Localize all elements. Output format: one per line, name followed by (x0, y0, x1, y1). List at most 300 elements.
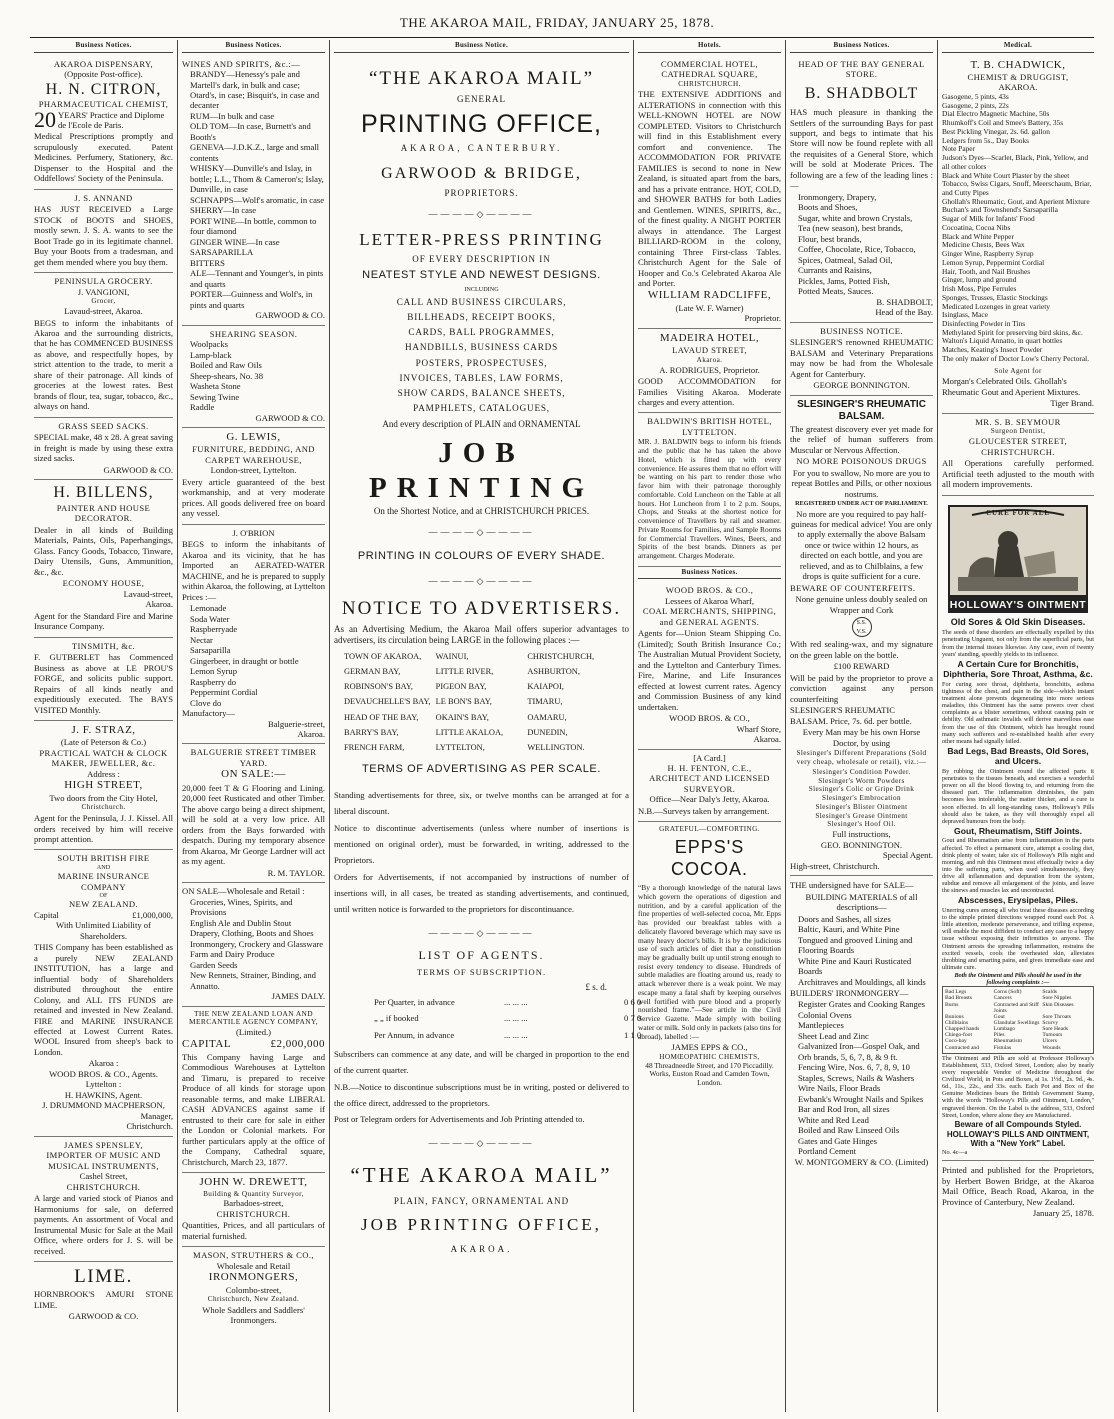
holloway-heading: Both the Ointment and Pills should be used in the following complaints :— (954, 972, 1082, 987)
ad-tinsmith (34, 638, 173, 721)
list-item: Slesinger's Hoof Oil. (827, 820, 896, 829)
ad-body: BEGS to inform the inhabitants of Akaroa and the surrounding districts, that he has COMMENCED BUSINESS as above, and respectfully hopes, by strict attention to the trade, to merit a share of their patronage. All kinds of groceries at the lowest rates. Best brands of flour, tea, sugar, tobacco, &c., always on hand. (34, 317, 173, 412)
imprint-date: January 25, 1878. (1032, 1208, 1094, 1219)
ad-signature: JAMES DALY. (271, 991, 325, 1002)
item-list (790, 768, 933, 829)
ad-title: COMMERCIAL HOTEL, (660, 58, 759, 69)
ad-street: Barbadoes-street, (223, 1198, 284, 1209)
ad-title: BUILDING MATERIALS of all descriptions— (805, 891, 918, 913)
holloway-heading: Bad Legs, Bad Breasts, Old Sores, and Ulcers. (947, 745, 1089, 767)
ad-drewett (182, 1173, 325, 1247)
holloway-beware-2: HOLLOWAY'S PILLS AND OINTMENT, (946, 1129, 1090, 1139)
ad-title: SOUTH BRITISH FIRE (57, 853, 150, 864)
ad-signature: WILLIAM RADCLIFFE, (647, 289, 772, 302)
ad-manager: J. DRUMMOND MACPHERSON, (42, 1100, 165, 1111)
list-item: Walton's Liquid Annatto, in quart bottles (942, 336, 1063, 346)
list-item: Sheep-shears, No. 38 (190, 370, 264, 381)
list-item: Sugar, white and brown Crystals, (798, 212, 913, 223)
ad-insurance (34, 850, 173, 1136)
list-item: Medicine Chests, Bees Wax (942, 240, 1025, 250)
complaint-item: Wounds (1042, 1044, 1061, 1051)
section-header: Medical. (942, 40, 1094, 53)
ad-name: J. F. STRAZ, (71, 724, 136, 737)
ad-lime (34, 1262, 173, 1326)
ad-fenton (638, 750, 781, 823)
ad-signature-role: Proprietor. (744, 313, 781, 324)
ad-role: ARCHITECT AND LICENSED SURVEYOR. (649, 773, 770, 794)
ad-city: CHRISTCHURCH. (981, 446, 1055, 457)
complaint-item: Ulcers (1042, 1038, 1057, 1045)
proprietors-label: PROPRIETORS. (444, 187, 519, 198)
ad-body: No more are you required to pay half-guineas for medical advice! You are only to apply externally the above Balsam once or twice within 12 hours, as directed on each bottle, and you are relieved, and as to Chilblains, a few drops is quite sufficient for a cure. (790, 508, 933, 582)
ad-and: AND (96, 863, 111, 871)
ad-town: LYTTELTON. (682, 426, 737, 437)
ad-street: Lavaud-street, (123, 588, 173, 599)
list-item: Dial Electro Magnetic Machine, 50s (942, 109, 1050, 119)
ad-body: THIS Company has been established as a purely NEW ZEALAND INSTITUTION, has a large and influential body of Shareholders distributed throughout the entire Colony, and ALL ITS FUNDS are retained and invested in New Zealand. FIRE and MARINE INSURANCE effected at Lowest Current Rates. WOOL Insured from sheep's back to London. (34, 942, 173, 1057)
drop-numeral: 20 (34, 106, 56, 132)
list-item: Raspberryade (190, 624, 238, 635)
ad-street: LAVAUD STREET, (672, 345, 747, 356)
list-item: SARSAPARILLA (190, 247, 254, 258)
subscription-label: Per Annum, in advance (374, 1029, 455, 1040)
masthead (0, 0, 1114, 40)
ad-title: BALGUERIE STREET TIMBER YARD. (190, 747, 317, 768)
complaint-item: Bad Legs (945, 989, 967, 996)
complaint-item: Chapped hands (945, 1026, 980, 1033)
holloway-band: HOLLOWAY'S OINTMENT (948, 597, 1088, 614)
ad-heading: BUILDERS' IRONMONGERY— (790, 988, 909, 998)
ad-agent-body: Morgan's Celebrated Oils. Ghollah's Rheumatic Gout and Aperient Mixtures. (942, 376, 1081, 397)
complaint-item: Burns (945, 1001, 959, 1008)
firm-name: GARWOOD & BRIDGE, (381, 165, 582, 183)
ad-mason (182, 1247, 325, 1331)
ad-name: H. BILLENS, (53, 484, 154, 502)
holloway-illustration (948, 505, 1088, 597)
ad-name: H. H. FENTON, C.E., (667, 763, 752, 773)
ad-signature-sub: Head of the Bay. (875, 307, 933, 318)
ad-body: Whole Saddlers and Saddlers' Ironmongers. (202, 1305, 305, 1326)
town-name: LE BON'S BAY, (435, 697, 492, 707)
ad-body: MR. J. BALDWIN begs to inform his friends and the public that he has taken the above Hotel, which is fitted up with every convenience. He assures them that no effort will be wanting on his part to render those who favor him with their patronage thoroughly comfortable. Cold Luncheon on the Table at all hours. Hot Luncheon from 1 to 2 p.m. Soups, Chops, and Steaks at the shortest notice for convenience of Travellers by rail and steamer. Private Rooms for Families, and Sample Rooms for Commercial Travellers. Wines, Beers, and Spirits of the best brands. Dinners as per arrangement. Charges Moderate. (638, 437, 781, 560)
ad-loan-agency (182, 1007, 325, 1174)
masthead-title: THE AKAROA MAIL, FRIDAY, JANUARY 25, 1878. (399, 15, 715, 30)
holloway-paragraph: By rubbing the Ointment round the affected parts it penetrates to the tissues beneath, and exercises a wonderful power on all the blood flowing to, and returning from the diseased part. The inflammation diminishes, the pain becomes less intolerable, the matter thicker, and a cure is soon effected. In all long-standing cases, Holloway's Pills should also be taken, as they will thoroughly expel all depraved humours from the body. (942, 767, 1094, 825)
ad-full: Full instructions, (832, 829, 891, 840)
complaint-item: Rheumatism (993, 1038, 1022, 1045)
list-item: OLD TOM—In case, Burnett's and Booth's (190, 121, 311, 142)
ad-title: HEAD OF THE BAY GENERAL STORE. (798, 58, 925, 80)
list-item: PAMPHLETS, CATALOGUES, (413, 403, 550, 414)
bottom-job: JOB PRINTING OFFICE, (361, 1215, 602, 1235)
list-item: Mantlepieces (798, 1020, 844, 1031)
list-item: Standing advertisements for three, six, or twelve months can be arranged at for a liberal discount. (334, 789, 629, 817)
ad-shadbolt-store (790, 56, 933, 323)
ad-title: GRASS SEED SACKS. (58, 420, 149, 431)
ad-registered: REGISTERED UNDER ACT OF PARLIAMENT. (795, 500, 928, 508)
ad-holloway (942, 496, 1094, 1162)
masthead-rule (30, 37, 1094, 38)
imprint-body: Printed and published for the Proprietors, by Herbert Bowen Bridge, at the Akaroa Mail Office, Beach Road, Akaroa, in the Province of Canterbury, New Zealand. (942, 1165, 1094, 1207)
section-header: Business Notice. (334, 40, 629, 53)
complaint-item: Tumours (1042, 1032, 1063, 1039)
ad-role: PRACTICAL WATCH & CLOCK MAKER, JEWELLER, &c. (39, 747, 168, 769)
list-item: Galvanized Iron—Gospel Oak, and Orb brands, 5, 6, 7, 8, & 9 ft. (798, 1041, 920, 1062)
ad-title-3: NEW ZEALAND. (68, 899, 139, 910)
ad-title: BALDWIN'S BRITISH HOTEL, (647, 416, 772, 427)
ad-manufactory: Manufactory— (182, 708, 235, 719)
seated-figure-illustration (950, 507, 1086, 595)
complaint-item: Skin Diseases (1042, 1001, 1074, 1008)
list-item: Lemonade (190, 603, 227, 614)
town-name: PIGEON BAY, (435, 682, 487, 692)
ad-signature-sub: (Late W. F. Warner) (675, 302, 744, 313)
section-header: Business Notices. (638, 567, 781, 580)
holloway-heading: Abscesses, Erysipelas, Piles. (958, 895, 1078, 906)
list-item: Ginger, lump and ground (942, 275, 1017, 285)
list-item: Colonial Ovens (798, 1009, 852, 1020)
ad-body: Medical Prescriptions promptly and scrupulously executed. Patent Medicines. Perfumery, Stationery, &c. Dispenser to the Hospital and the Oddfellows' Society of the Peninsula. (34, 131, 173, 184)
list-item: Currants and Raisins, (798, 265, 872, 276)
section-header: Business Notices. (34, 40, 173, 53)
list-item: Coffee, Chocolate, Rice, Tobacco, (798, 244, 916, 255)
complaint-item: Contracted and (945, 1044, 980, 1051)
column-1 (30, 40, 178, 1412)
ad-body: “By a thorough knowledge of the natural laws which govern the operations of digestion and nutrition, and by a careful application of the fine properties of well-selected cocoa, Mr. Epps has provided our breakfast tables with a delicately flavored beverage which may save us many heavy doctor's bills. It is by the judicious use of such articles of diet that a constitution may be gradually built up until strong enough to resist every tendency to disease. Hundreds of subtle maladies are floating around us, ready to attack wherever there is a weak point. We may escape many a fatal shaft by keeping ourselves well fortified with pure blood and a properly nourished frame.”—See article in the Civil Service Gazette. Made simply with boiling water or milk. Sold only in packets (also tins for abroad), labelled :— (638, 883, 781, 1041)
ad-body: SPECIAL make, 48 x 28. A great saving in freight is made by using these extra sized sacks. (34, 432, 173, 464)
ad-owner: A. RODRIGUES, Proprietor. (659, 364, 760, 375)
list-item: Black and White Court Plaster by the sheet (942, 170, 1070, 180)
leader-dots: ... ... ... (504, 1029, 528, 1040)
ornament-divider: ————◇———— (428, 1137, 535, 1148)
list-item: Boiled and Raw Linseed Oils (798, 1125, 900, 1136)
ad-role: FURNITURE, BEDDING, AND CARPET WAREHOUSE, (192, 444, 315, 465)
ad-signature: GARWOOD & CO. (68, 1311, 139, 1322)
list-item: Post or Telegram orders for Advertisements and Job Printing attended to. (334, 1114, 585, 1125)
terms-heading: TERMS OF ADVERTISING AS PER SCALE. (361, 763, 602, 776)
list-item: Slesinger's Worm Powders (818, 776, 905, 785)
ad-body: Agent for the Peninsula, J. J. Kissel. All orders received by him will receive prompt attention. (34, 813, 173, 844)
ad-epps-cocoa (638, 822, 781, 1091)
town-name: OAMARU, (527, 712, 567, 722)
complaint-item: Cancers (993, 995, 1012, 1002)
complaints-table (942, 986, 1094, 1053)
capital-value: £1,000,000, (132, 909, 173, 920)
ad-text: YEARS' Practice and Diplome de l'Ecole de Paris. (58, 109, 165, 130)
subscription-row (374, 996, 642, 1007)
ad-name: T. B. CHADWICK, (970, 58, 1066, 71)
list-item: Tea (new season), best brands, (798, 223, 903, 234)
ad-role: IRONMONGERS, (208, 1271, 299, 1284)
ad-city: CHRISTCHURCH. (216, 1208, 291, 1219)
list-item: Peppermint Cordial (190, 687, 258, 698)
holloway-paragraph: The Ointment and Pills are sold at Professor Holloway's Establishment, 533, Oxford Street, London; also by nearly every respectable Vendor of Medicine throughout the Civilized World, in Pots and Boxes, at 1s. 1½d., 2s. 9d., 4s. 6d., 11s., 22s., and 33s. each. Each Pot and Box of the Genuine Medicines bears the British Government Stamp, with the words "Holloway's Pills and Ointment, London," engraved thereon. On the Label is the address, 533, Oxford Street, London, where alone they are Manufactured. (942, 1054, 1094, 1119)
ad-name: JOHN W. DREWETT, (199, 1176, 308, 1189)
ad-body: HAS much pleasure in thanking the Settlers of the surrounding Bays for past support, and begs to intimate that his Store will now be found replete with all the requisites of a General Store, which will be sold at Moderate Prices. The following are a few of the leading lines :— (790, 107, 933, 191)
complaint-item: Chiego-foot (945, 1032, 973, 1039)
ad-role: PHARMACEUTICAL CHEMIST, (38, 99, 169, 110)
ad-body: GOOD ACCOMMODATION for Families Visiting Akaroa. Moderate charges and every attention. (638, 376, 781, 407)
complaint-item: Bad Breasts (945, 995, 972, 1002)
column-6 (938, 40, 1098, 1412)
ad-subtitle: Lessees of Akaroa Wharf, (664, 595, 755, 606)
ad-title: TINSMITH, &c. (71, 640, 136, 651)
ad-straz (34, 721, 173, 850)
ad-body: HAS JUST RECEIVED a Large STOCK of BOOTS and SHOES, mostly sewn. J. S. A. wants to see the Boot Trade go in its legitimate channel. Buy your Boots from a tradesman, and get them mended where you buy them. (34, 204, 173, 267)
ad-body: This Company having Large and Commodious Warehouses at Lyttelton and Timaru, is prepared to receive Produce of all kinds for storage upon reasonable terms, and make LIBERAL CASH ADVANCES against same if entrusted to their care for sale in either the London or Colonial markets. For further particulars apply at the office of the Company, Cathedral square, Christchurch, March 23, 1877. (182, 1051, 325, 1167)
ad-wines (182, 56, 325, 326)
location-line: AKAROA, CANTERBURY. (400, 143, 563, 154)
list-item: Gasogene, 5 pints, 43s (942, 91, 1009, 101)
ad-wood-bros (638, 582, 781, 749)
ad-signature: GARWOOD & CO. (255, 412, 325, 423)
ad-timber (182, 744, 325, 883)
column-3 (330, 40, 642, 1412)
ad-lewis (182, 428, 325, 525)
list-item: Isinglass, Mace (942, 310, 988, 320)
ad-building-materials (790, 876, 933, 1171)
ad-title: J. S. ANNAND (74, 192, 133, 203)
imprint (942, 1161, 1094, 1222)
list-item: WHISKY—Dunville's and Islay, in bottle; L.L., Thom & Cameron's; Islay, Dunville, in case (190, 163, 324, 195)
holloway-heading: Gout, Rheumatism, Stiff Joints. (954, 825, 1082, 836)
ad-title: MADEIRA HOTEL, (659, 331, 760, 344)
ad-grass-sacks (34, 418, 173, 480)
list-item: Hair, Tooth, and Nail Brushes (942, 266, 1031, 276)
list-item: The only maker of Doctor Low's Cherry Pectoral. (942, 353, 1090, 363)
list-item: Tongued and grooved Lining and Flooring Boards (798, 934, 913, 956)
list-item: Rhumkoff's Coil and Smee's Battery, 35s (942, 118, 1064, 128)
ad-grocery (34, 273, 173, 418)
list-item: Boots and Shoes, (798, 202, 858, 213)
town-name: DEVAUCHELLE'S BAY, (344, 697, 431, 707)
subscription-heading: TERMS OF SUBSCRIPTION. (416, 967, 547, 978)
list-item: POSTERS, PROSPECTUSES, (415, 357, 548, 368)
ad-liability: With Unlimited Liability of Shareholders. (56, 920, 151, 941)
list-item: Staples, Screws, Nails & Washers (798, 1072, 915, 1083)
ad-body: THE EXTENSIVE ADDITIONS and ALTERATIONS in connection with this WELL-KNOWN HOTEL are NOW COMPLETED. Visitors to Christchurch will find in this Establishment every comfort and convenience. The ACCOMMODATION FOR PRIVATE FAMILIES is second to none in New Zealand, is situated apart from the bars, and has a private entrance. HOT, COLD, and SHOWER BATHS for both Ladies and Gentlemen. WINES, SPIRITS, &c., of the finest quality. A NIGHT PORTER always in attendance. The Largest BILLIARD-ROOM in the colony, containing Three First-class Tables. Christchurch Agent for the Sale of Hooper and Co.'s Celebrated Akaroa Ale and Porter. (638, 89, 781, 288)
ad-signature: WOOD BROS. & CO., (669, 713, 750, 724)
ad-agents: WOOD BROS. & CO., Agents. (49, 1068, 158, 1079)
ad-location: Two doors from the City Hotel, (49, 792, 158, 803)
ad-title: LIME. (74, 1266, 133, 1288)
subscription-paragraphs (334, 1046, 629, 1128)
including-label: INCLUDING (464, 285, 499, 293)
list-item: Sheet Lead and Zinc (798, 1030, 869, 1041)
holloway-paragraph: For curing sore throat, diphtheria, bronchitis, asthma tightness of the chest, and pain in the side—which instant treatment alone prevents degenerating into more serious maladies, this Ointment has the same powers over chest complaints as a blister sometimes, without causing pain or debility. Old asthmatic invalids will derive marvellous ease from the use of this Ointment, which has brought round many such sufferers and re-established health after every other means had signally failed. (942, 680, 1094, 745)
ad-of: OF (99, 892, 108, 900)
list-item: White Pine and Kauri Rusticated Boards (798, 955, 912, 977)
ad-house: ECONOMY HOUSE, (62, 578, 145, 589)
subscription-row (374, 1013, 642, 1024)
ad-name: JAMES SPENSLEY, (64, 1139, 143, 1150)
town-name: BARRY'S BAY, (344, 727, 399, 737)
ad-hawkins: H. HAWKINS, Agent. (64, 1089, 143, 1100)
town-name: LITTLE AKALOA, (435, 727, 504, 737)
ad-street: Colombo-street, (225, 1284, 282, 1295)
neatest-style: NEATEST STYLE AND NEWEST DESIGNS. (362, 269, 601, 282)
advertising-paragraphs (334, 787, 629, 918)
town-name: WELLINGTON. (527, 743, 585, 753)
town-name: LITTLE RIVER, (435, 666, 494, 676)
ad-title: BUSINESS NOTICE. (820, 325, 903, 336)
town-name: FRENCH FARM, (344, 743, 405, 753)
ad-street: Balguerie-street, (267, 718, 325, 729)
leader-dots: ... ... ... (504, 996, 528, 1007)
ad-card: [A Card.] (693, 752, 726, 763)
ad-tagline: GRATEFUL—COMFORTING. (659, 825, 760, 834)
advertisers-intro: As an Advertising Medium, the Akaroa Mail offers superior advantages to advertisers, its circulation being LARGE in the following places :— (334, 623, 629, 645)
ad-agent: Agent for the Standard Fire and Marine Insurance Company. (34, 610, 173, 632)
town-name: TIMARU, (527, 697, 563, 707)
ad-signature-role: Special Agent. (882, 850, 933, 861)
item-list (942, 93, 1094, 364)
ad-signature: JAMES EPPS & CO., (671, 1042, 748, 1053)
ad-role: COAL MERCHANTS, SHIPPING, and GENERAL AGENTS. (642, 606, 777, 627)
list-item: Gingerbeer, in draught or bottle (190, 655, 299, 666)
list-item: Wire Nails, Floor Brads (798, 1083, 881, 1094)
item-list (790, 914, 933, 987)
town-name: TOWN OF AKAROA, (344, 651, 422, 661)
complaint-item: Sore Nipples (1042, 995, 1072, 1002)
complaint-item: Corns (Soft) (993, 989, 1022, 996)
holloway-heading: A Certain Cure for Bronchitis, Diphtheria, Sore Throat, Asthma, &c. (943, 658, 1093, 680)
agents-heading: LIST OF AGENTS. (418, 948, 545, 963)
list-item: Ewbank's Wrought Nails and Spikes (798, 1093, 924, 1104)
holloway-beware: Beware of all Compounds Styled. (954, 1119, 1082, 1129)
ad-role: CHEMIST & DRUGGIST, (967, 71, 1069, 82)
ad-body: The greatest discovery ever yet made for the relief of human sufferers from Muscular or Nervous Affection. (790, 423, 933, 455)
list-item: Gasogene, 2 pints, 22s (942, 100, 1009, 110)
printing-office-heading: PRINTING OFFICE, (361, 109, 602, 138)
list-item: Notice to discontinue advertisements (unless where number of insertions is mentioned on original order), must be forwarded, in writing, addressed to the Proprietors. (334, 822, 629, 866)
ad-baldwin-hotel (638, 413, 781, 566)
complaint-item: Chilblains (945, 1019, 968, 1026)
complaint-item: Contracted and Stiff Joints (993, 1001, 1039, 1014)
ad-title-2: MARINE INSURANCE COMPANY (57, 871, 150, 892)
ad-name: MASON, STRUTHERS & CO., (193, 1250, 314, 1261)
list-item: Slesinger's Colic or Gripe Drink (808, 785, 915, 794)
ad-body: Every article guaranteed of the best workmanship, and at very moderate prices. All goods delivered free on board any vessel. (182, 476, 325, 519)
item-list (790, 192, 933, 297)
list-item: CALL AND BUSINESS CIRCULARS, (396, 296, 567, 307)
ad-preparations: Slesinger's Different Preparations (Sold very cheap, wholesale or retail), viz.:— (796, 749, 927, 766)
ad-lyttelton: Lyttelton : (85, 1079, 122, 1090)
list-item: Sponges, Trusses, Elastic Stockings (942, 292, 1048, 302)
ad-heading: NO MORE POISONOUS DRUGS (796, 456, 927, 467)
ad-doctor: Every Man may be his own Horse Doctor, by using (802, 727, 921, 748)
list-item: Sarsaparilla (190, 645, 231, 656)
complaint-item: Piles (993, 1032, 1005, 1039)
ad-body: BEGS to inform the inhabitants of Akaroa and its vicinity, that he has Imported an AERATED-WATER MACHINE, and he is prepared to supply within Akaroa, the following, at Lyttelton Prices :— (182, 539, 325, 602)
ad-street: HIGH STREET, (64, 779, 143, 792)
bottom-location: AKAROA. (450, 1243, 513, 1254)
subs-columns: £ s. d. (585, 981, 607, 992)
list-item: Washeta Stone (190, 381, 241, 392)
ad-signature: GEO. BONNINGTON. (820, 839, 903, 850)
ornament-divider: ————◇———— (428, 208, 535, 219)
list-item: Ironmongery, Crockery and Glassware (190, 938, 324, 949)
list-item: GINGER WINE—In case (190, 236, 280, 247)
list-item: SCHNAPPS—Wolf's aromatic, in case (190, 194, 325, 205)
ad-city: CHRISTCHURCH. (678, 79, 741, 88)
holloway-banner: CURE FOR ALL (985, 508, 1051, 517)
list-item: Groceries, Wines, Spirits, and Provisions (190, 896, 293, 918)
list-item: Clove do (190, 697, 222, 708)
list-item: BILLHEADS, RECEIPT BOOKS, (407, 312, 556, 323)
ornament-divider: ————◇———— (428, 527, 535, 538)
subscription-table (334, 996, 642, 1040)
town-name: DUNEDIN, (527, 727, 568, 737)
ad-akaroa: Akaroa : (88, 1058, 119, 1069)
list-item: Buchan's and Townshend's Sarsaparilla (942, 205, 1058, 215)
ad-signature: GARWOOD & CO. (255, 310, 325, 321)
list-item: Black and White Pepper (942, 231, 1014, 241)
ad-city: Christchurch, New Zealand. (207, 1295, 300, 1304)
capital-value: £2,000,000 (270, 1037, 325, 1050)
list-item: Orders for Advertisements, if not accompanied by instructions of number of insertions will, in all cases, be treated as standing advertisements, and continued, until written notice is forwarded to the proprietors for discontinuance. (334, 871, 629, 915)
complaint-item: Coco-bay (945, 1038, 967, 1045)
list-item: Lemon Syrup, Peppermint Cordial (942, 257, 1045, 267)
complaint-item: Scalds (1042, 989, 1057, 996)
town-name: LYTTELTON, (435, 743, 485, 753)
list-item: Ledgers from 5s., Day Books (942, 135, 1030, 145)
list-item: Baltic, Kauri, and White Pine (798, 924, 900, 935)
list-item: Woolpacks (190, 339, 228, 350)
ad-madeira-hotel (638, 329, 781, 414)
capital-label: Capital (34, 909, 59, 920)
list-item: Slesinger's Embrocation (822, 794, 901, 803)
list-item: Raddle (190, 402, 215, 413)
ad-title: PENINSULA GROCERY. (54, 276, 153, 287)
list-item: Garden Seeds (190, 959, 238, 970)
list-item: Potted Meats, Sauces. (798, 286, 874, 297)
bottom-subtitle: PLAIN, FANCY, ORNAMENTAL AND (393, 1196, 570, 1207)
town-name: HEAD OF THE BAY, (344, 712, 419, 722)
ad-name: G. LEWIS, (226, 431, 281, 443)
complaint-item: Glandular Swellings (993, 1019, 1040, 1026)
list-item: SHERRY—In case (190, 205, 257, 216)
job-lines (334, 297, 629, 415)
section-header: Business Notices. (790, 40, 933, 53)
ad-shearing (182, 326, 325, 428)
ad-title: ON SALE—Wholesale and Retail : (182, 886, 305, 897)
job-printing-heading: JOB PRINTING (368, 436, 594, 504)
ad-heading: BEWARE OF COUNTERFEITS. (790, 582, 916, 593)
item-list (182, 69, 325, 310)
list-item: Sugar of Milk for Infants' Food (942, 214, 1035, 224)
ad-address: 48 Threadneedle Street, and 170 Piccadilly. Works, Euston Road and Camden Town, London. (645, 1060, 774, 1088)
ad-subtitle: Wholesale and Retail (216, 1260, 291, 1271)
section-header: Business Notices. (182, 40, 325, 53)
complaint-item: Gout (993, 1013, 1005, 1020)
ad-body: A large and varied stock of Pianos and Harmoniums for sale, on deferred payments. An assortment of Vocal and Instrumental Music for Sale at the Mail Office, where orders for J. S. will be received. (34, 1193, 173, 1256)
ad-body: N.B.—Surveys taken by arrangement. (638, 805, 770, 816)
list-item: Lamp-black (190, 349, 232, 360)
list-item: Bar and Rod Iron, all sizes (798, 1104, 890, 1115)
complaint-item: Bunions (945, 1013, 964, 1020)
ad-spensley (34, 1137, 173, 1262)
list-item: Fencing Wire, Nos. 6, 7, 8, 9, 10 (798, 1062, 910, 1073)
ad-title: WINES AND SPIRITS, &c.:— (182, 58, 301, 69)
ad-city: CHRISTCHURCH. (66, 1181, 141, 1192)
list-item: Farm and Dairy Produce (190, 949, 275, 960)
ad-daly (182, 883, 325, 1006)
ad-body: 20,000 feet T & G Flooring and Lining. 20,000 feet Rusticated and other Timber. The above cargo being a direct shipment, will be sold at a very low price. All orders from the Bays forwarded with despatch. During my temporary absence from Akaroa, Mr George Lardner will act as my agent. (182, 782, 325, 867)
ad-address-label: Address : (87, 768, 120, 779)
list-item: Lemon Syrup (190, 666, 238, 677)
ad-body: Agents for—Union Steam Shipping Co. (Limited); South British Insurance Co.; The Australian Mutual Provident Society, and the Lyttelton and Canterbury Times. Fire, Marine, and Life Insurances effected at lowest current rates. Agency and Commission Business of any kind undertaken. (638, 628, 781, 712)
